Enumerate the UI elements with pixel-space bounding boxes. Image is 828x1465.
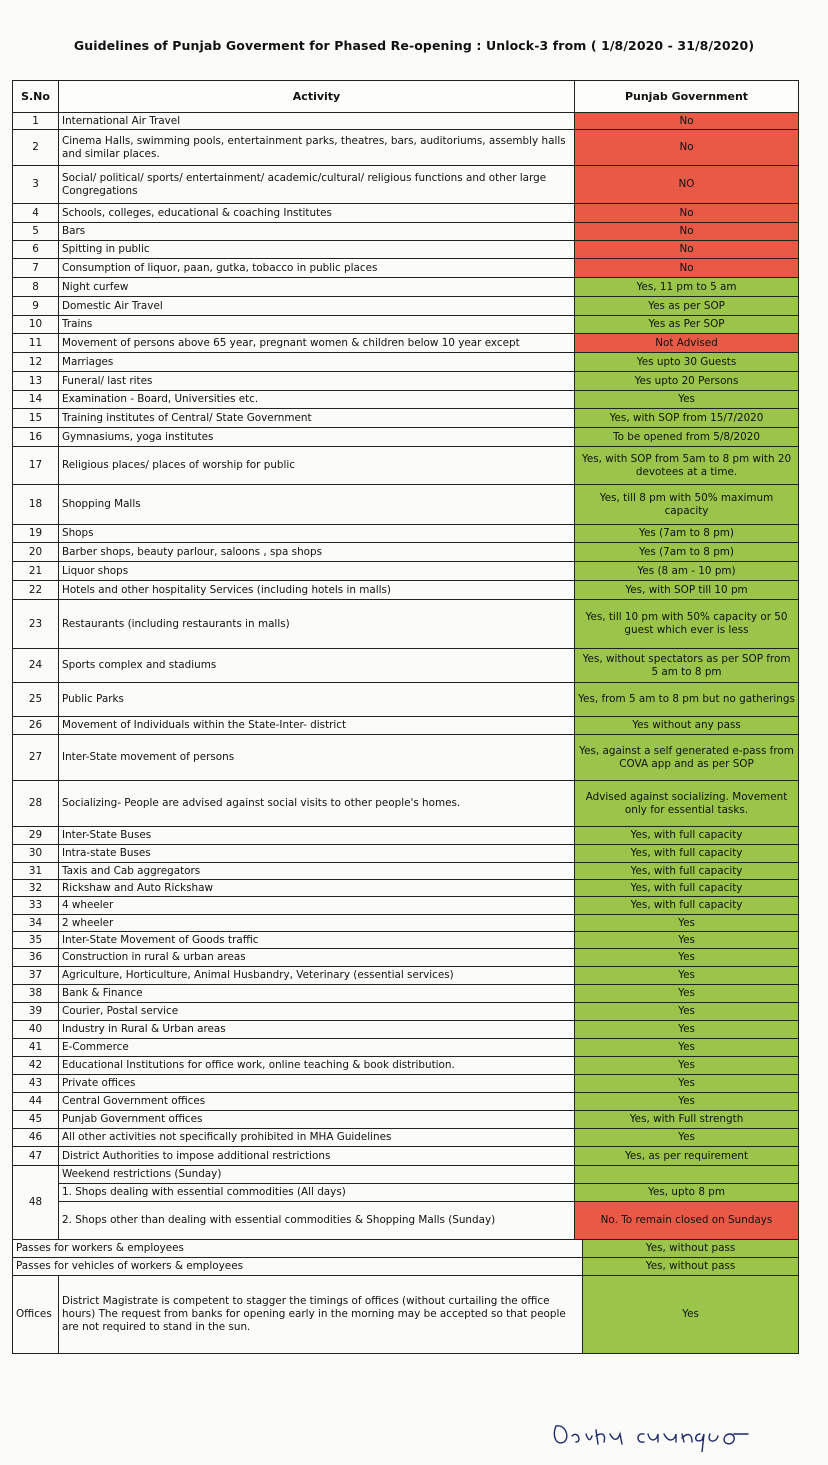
- row-activity: Central Government offices: [59, 1093, 575, 1111]
- row-sno: 1: [13, 113, 59, 130]
- row-activity: Intra-state Buses: [59, 845, 575, 863]
- row-government-status: Yes, with Full strength: [575, 1111, 799, 1129]
- table-row: [13, 1276, 799, 1354]
- table-row: [13, 845, 799, 863]
- table-row: [13, 525, 799, 543]
- row-sno: 33: [13, 897, 59, 915]
- row-sno: 8: [13, 278, 59, 297]
- table-row: [13, 113, 799, 130]
- row-government-status: No: [575, 241, 799, 259]
- row-government-status: Yes (7am to 8 pm): [575, 543, 799, 562]
- row-government-status: Yes, with SOP from 5am to 8 pm with 20 devotees at a time.: [575, 447, 799, 485]
- row-government-status: Yes: [575, 932, 799, 949]
- table-row: [13, 717, 799, 735]
- row-sno: 32: [13, 880, 59, 897]
- table-row: [13, 1093, 799, 1111]
- row-activity: Public Parks: [59, 683, 575, 717]
- row-activity: Taxis and Cab aggregators: [59, 863, 575, 880]
- row-sno: 28: [13, 781, 59, 827]
- row-activity: Examination - Board, Universities etc.: [59, 391, 575, 409]
- row-sno: 7: [13, 259, 59, 278]
- row-activity: Restaurants (including restaurants in malls): [59, 600, 575, 649]
- row-activity: Religious places/ places of worship for public: [59, 447, 575, 485]
- row-government-status: Yes, with SOP till 10 pm: [575, 581, 799, 600]
- row-activity: District Authorities to impose additional restrictions: [59, 1147, 575, 1166]
- offices-label: Offices: [13, 1276, 59, 1354]
- passes-status: Yes, without pass: [583, 1258, 799, 1276]
- table-row: [13, 1039, 799, 1057]
- weekend-header: Weekend restrictions (Sunday): [59, 1166, 575, 1184]
- row-activity: Gymnasiums, yoga institutes: [59, 428, 575, 447]
- row-sno: 41: [13, 1039, 59, 1057]
- row-sno: 39: [13, 1003, 59, 1021]
- row-government-status: Yes (7am to 8 pm): [575, 525, 799, 543]
- row-government-status: Yes: [575, 1039, 799, 1057]
- table-row: [13, 863, 799, 880]
- row-government-status: Yes: [575, 1075, 799, 1093]
- weekend-item-1-status: Yes, upto 8 pm: [575, 1184, 799, 1202]
- row-sno: 27: [13, 735, 59, 781]
- table-row: [13, 1057, 799, 1075]
- row-government-status: No: [575, 113, 799, 130]
- row-activity: Training institutes of Central/ State Government: [59, 409, 575, 428]
- row-sno: 45: [13, 1111, 59, 1129]
- row-government-status: Yes: [575, 1129, 799, 1147]
- row-activity: Inter-State movement of persons: [59, 735, 575, 781]
- table-row: [13, 1202, 799, 1240]
- table-row: [13, 447, 799, 485]
- table-row: [13, 683, 799, 717]
- table-row: [13, 543, 799, 562]
- row-sno: 16: [13, 428, 59, 447]
- row-government-status: Yes as Per SOP: [575, 316, 799, 334]
- row-sno: 47: [13, 1147, 59, 1166]
- row-sno: 36: [13, 949, 59, 967]
- row-government-status: Yes, against a self generated e-pass from COVA app and as per SOP: [575, 735, 799, 781]
- table-row: [13, 334, 799, 353]
- table-row: [13, 409, 799, 428]
- row-government-status: Yes, till 8 pm with 50% maximum capacity: [575, 485, 799, 525]
- table-row: [13, 1166, 799, 1184]
- row-sno: 6: [13, 241, 59, 259]
- table-row: [13, 241, 799, 259]
- row-government-status: No: [575, 130, 799, 166]
- row-sno: 31: [13, 863, 59, 880]
- table-row: [13, 204, 799, 223]
- passes-activity: Passes for vehicles of workers & employees: [13, 1258, 583, 1276]
- row-sno: 22: [13, 581, 59, 600]
- row-government-status: Yes, with SOP from 15/7/2020: [575, 409, 799, 428]
- row-activity: Sports complex and stadiums: [59, 649, 575, 683]
- offices-status: Yes: [583, 1276, 799, 1354]
- row-government-status: Yes: [575, 1057, 799, 1075]
- row-government-status: Yes, with full capacity: [575, 845, 799, 863]
- row-government-status: Yes, without spectators as per SOP from 5 am to 8 pm: [575, 649, 799, 683]
- signature: [548, 1412, 818, 1452]
- table-row: [13, 562, 799, 581]
- row-sno: 44: [13, 1093, 59, 1111]
- row-activity: Marriages: [59, 353, 575, 372]
- weekend-item-2-status: No. To remain closed on Sundays: [575, 1202, 799, 1240]
- row-activity: Liquor shops: [59, 562, 575, 581]
- table-row: [13, 130, 799, 166]
- row-sno: 11: [13, 334, 59, 353]
- row-activity: Trains: [59, 316, 575, 334]
- table-row: [13, 735, 799, 781]
- row-government-status: Yes upto 20 Persons: [575, 372, 799, 391]
- row-sno: 42: [13, 1057, 59, 1075]
- row-government-status: No: [575, 259, 799, 278]
- row-government-status: Yes as per SOP: [575, 297, 799, 316]
- table-row: [13, 428, 799, 447]
- row-activity: Punjab Government offices: [59, 1111, 575, 1129]
- row-sno: 29: [13, 827, 59, 845]
- row-activity: Rickshaw and Auto Rickshaw: [59, 880, 575, 897]
- row-activity: Private offices: [59, 1075, 575, 1093]
- row-sno: 30: [13, 845, 59, 863]
- table-row: [13, 372, 799, 391]
- row-activity: Socializing- People are advised against social visits to other people's homes.: [59, 781, 575, 827]
- row-government-status: No: [575, 223, 799, 241]
- weekend-item-2: 2. Shops other than dealing with essential commodities & Shopping Malls (Sunday): [59, 1202, 575, 1240]
- guidelines-table: [12, 80, 799, 1354]
- row-government-status: Yes: [575, 985, 799, 1003]
- row-sno: 18: [13, 485, 59, 525]
- row-government-status: Not Advised: [575, 334, 799, 353]
- row-sno: 19: [13, 525, 59, 543]
- row-sno: 4: [13, 204, 59, 223]
- row-government-status: No: [575, 204, 799, 223]
- weekend-header-status: [575, 1166, 799, 1184]
- table-row: [13, 1003, 799, 1021]
- table-row: [13, 581, 799, 600]
- table-row: [13, 949, 799, 967]
- row-activity: Inter-State Buses: [59, 827, 575, 845]
- row-sno: 2: [13, 130, 59, 166]
- row-activity: Construction in rural & urban areas: [59, 949, 575, 967]
- row-government-status: Yes: [575, 391, 799, 409]
- row-government-status: Yes: [575, 967, 799, 985]
- row-sno: 48: [13, 1166, 59, 1240]
- row-sno: 20: [13, 543, 59, 562]
- header-sno: S.No: [13, 81, 59, 113]
- row-sno: 9: [13, 297, 59, 316]
- table-row: [13, 915, 799, 932]
- row-government-status: Yes without any pass: [575, 717, 799, 735]
- row-government-status: Yes: [575, 949, 799, 967]
- table-row: [13, 600, 799, 649]
- row-sno: 14: [13, 391, 59, 409]
- row-government-status: Yes, with full capacity: [575, 897, 799, 915]
- table-row: [13, 223, 799, 241]
- row-activity: Movement of persons above 65 year, pregnant women & children below 10 year except: [59, 334, 575, 353]
- row-government-status: Yes upto 30 Guests: [575, 353, 799, 372]
- row-sno: 3: [13, 166, 59, 204]
- table-row: [13, 880, 799, 897]
- row-activity: E-Commerce: [59, 1039, 575, 1057]
- row-sno: 17: [13, 447, 59, 485]
- row-activity: Educational Institutions for office work, online teaching & book distribution.: [59, 1057, 575, 1075]
- row-government-status: Yes: [575, 1093, 799, 1111]
- table-row: [13, 932, 799, 949]
- row-government-status: Yes: [575, 1003, 799, 1021]
- table-row: [13, 1075, 799, 1093]
- row-government-status: Yes, 11 pm to 5 am: [575, 278, 799, 297]
- row-activity: Shops: [59, 525, 575, 543]
- row-activity: Night curfew: [59, 278, 575, 297]
- table-row: [13, 353, 799, 372]
- table-row: [13, 278, 799, 297]
- passes-activity: Passes for workers & employees: [13, 1240, 583, 1258]
- table-row: [13, 391, 799, 409]
- row-sno: 26: [13, 717, 59, 735]
- row-government-status: Yes: [575, 915, 799, 932]
- header-government: Punjab Government: [575, 81, 799, 113]
- row-activity: Industry in Rural & Urban areas: [59, 1021, 575, 1039]
- page-title: Guidelines of Punjab Goverment for Phased Re-opening : Unlock-3 from ( 1/8/2020 - 31/8/2020): [73, 38, 755, 53]
- row-sno: 35: [13, 932, 59, 949]
- row-government-status: To be opened from 5/8/2020: [575, 428, 799, 447]
- row-activity: Funeral/ last rites: [59, 372, 575, 391]
- header-activity: Activity: [59, 81, 575, 113]
- row-activity: Bars: [59, 223, 575, 241]
- row-sno: 25: [13, 683, 59, 717]
- row-activity: Schools, colleges, educational & coaching Institutes: [59, 204, 575, 223]
- row-government-status: Yes (8 am - 10 pm): [575, 562, 799, 581]
- row-activity: Agriculture, Horticulture, Animal Husbandry, Veterinary (essential services): [59, 967, 575, 985]
- row-activity: Courier, Postal service: [59, 1003, 575, 1021]
- row-sno: 15: [13, 409, 59, 428]
- table-row: [13, 485, 799, 525]
- row-sno: 21: [13, 562, 59, 581]
- row-sno: 13: [13, 372, 59, 391]
- row-sno: 37: [13, 967, 59, 985]
- row-activity: Domestic Air Travel: [59, 297, 575, 316]
- table-row: [13, 1111, 799, 1129]
- row-government-status: Yes, till 10 pm with 50% capacity or 50 guest which ever is less: [575, 600, 799, 649]
- table-row: [13, 827, 799, 845]
- row-sno: 38: [13, 985, 59, 1003]
- row-sno: 23: [13, 600, 59, 649]
- table-row: [13, 1129, 799, 1147]
- row-activity: Social/ political/ sports/ entertainment/ academic/cultural/ religious functions and other large Congregations: [59, 166, 575, 204]
- row-sno: 5: [13, 223, 59, 241]
- row-government-status: Yes, with full capacity: [575, 863, 799, 880]
- table-row: [13, 1240, 799, 1258]
- row-activity: Consumption of liquor, paan, gutka, tobacco in public places: [59, 259, 575, 278]
- table-row: [13, 316, 799, 334]
- passes-status: Yes, without pass: [583, 1240, 799, 1258]
- row-activity: International Air Travel: [59, 113, 575, 130]
- weekend-item-1: 1. Shops dealing with essential commodities (All days): [59, 1184, 575, 1202]
- row-sno: 10: [13, 316, 59, 334]
- table-row: [13, 649, 799, 683]
- row-activity: Inter-State Movement of Goods traffic: [59, 932, 575, 949]
- row-activity: 4 wheeler: [59, 897, 575, 915]
- offices-activity: District Magistrate is competent to stagger the timings of offices (without curtailing the office hours) The request from banks for opening early in the morning may be accepted so that people are not required to stand in the sun.: [59, 1276, 583, 1354]
- table-row: [13, 897, 799, 915]
- row-activity: 2 wheeler: [59, 915, 575, 932]
- row-activity: Shopping Malls: [59, 485, 575, 525]
- table-row: [13, 985, 799, 1003]
- row-sno: 34: [13, 915, 59, 932]
- row-activity: Barber shops, beauty parlour, saloons , spa shops: [59, 543, 575, 562]
- table-row: [13, 781, 799, 827]
- row-activity: All other activities not specifically prohibited in MHA Guidelines: [59, 1129, 575, 1147]
- table-row: [13, 1021, 799, 1039]
- row-sno: 12: [13, 353, 59, 372]
- table-row: [13, 166, 799, 204]
- row-government-status: Yes, from 5 am to 8 pm but no gatherings: [575, 683, 799, 717]
- row-government-status: Yes: [575, 1021, 799, 1039]
- row-activity: Hotels and other hospitality Services (including hotels in malls): [59, 581, 575, 600]
- row-sno: 40: [13, 1021, 59, 1039]
- table-row: [13, 1184, 799, 1202]
- row-activity: Spitting in public: [59, 241, 575, 259]
- row-government-status: Yes, with full capacity: [575, 880, 799, 897]
- table-row: [13, 259, 799, 278]
- table-body: [13, 113, 799, 1354]
- table-row: [13, 1258, 799, 1276]
- row-sno: 24: [13, 649, 59, 683]
- table-row: [13, 1147, 799, 1166]
- table-row: [13, 297, 799, 316]
- row-activity: Cinema Halls, swimming pools, entertainment parks, theatres, bars, auditoriums, assembly halls and similar places.: [59, 130, 575, 166]
- row-activity: Movement of Individuals within the State-Inter- district: [59, 717, 575, 735]
- table-row: [13, 967, 799, 985]
- row-sno: 43: [13, 1075, 59, 1093]
- row-government-status: Advised against socializing. Movement only for essential tasks.: [575, 781, 799, 827]
- row-activity: Bank & Finance: [59, 985, 575, 1003]
- row-sno: 46: [13, 1129, 59, 1147]
- row-government-status: Yes, with full capacity: [575, 827, 799, 845]
- row-government-status: NO: [575, 166, 799, 204]
- row-government-status: Yes, as per requirement: [575, 1147, 799, 1166]
